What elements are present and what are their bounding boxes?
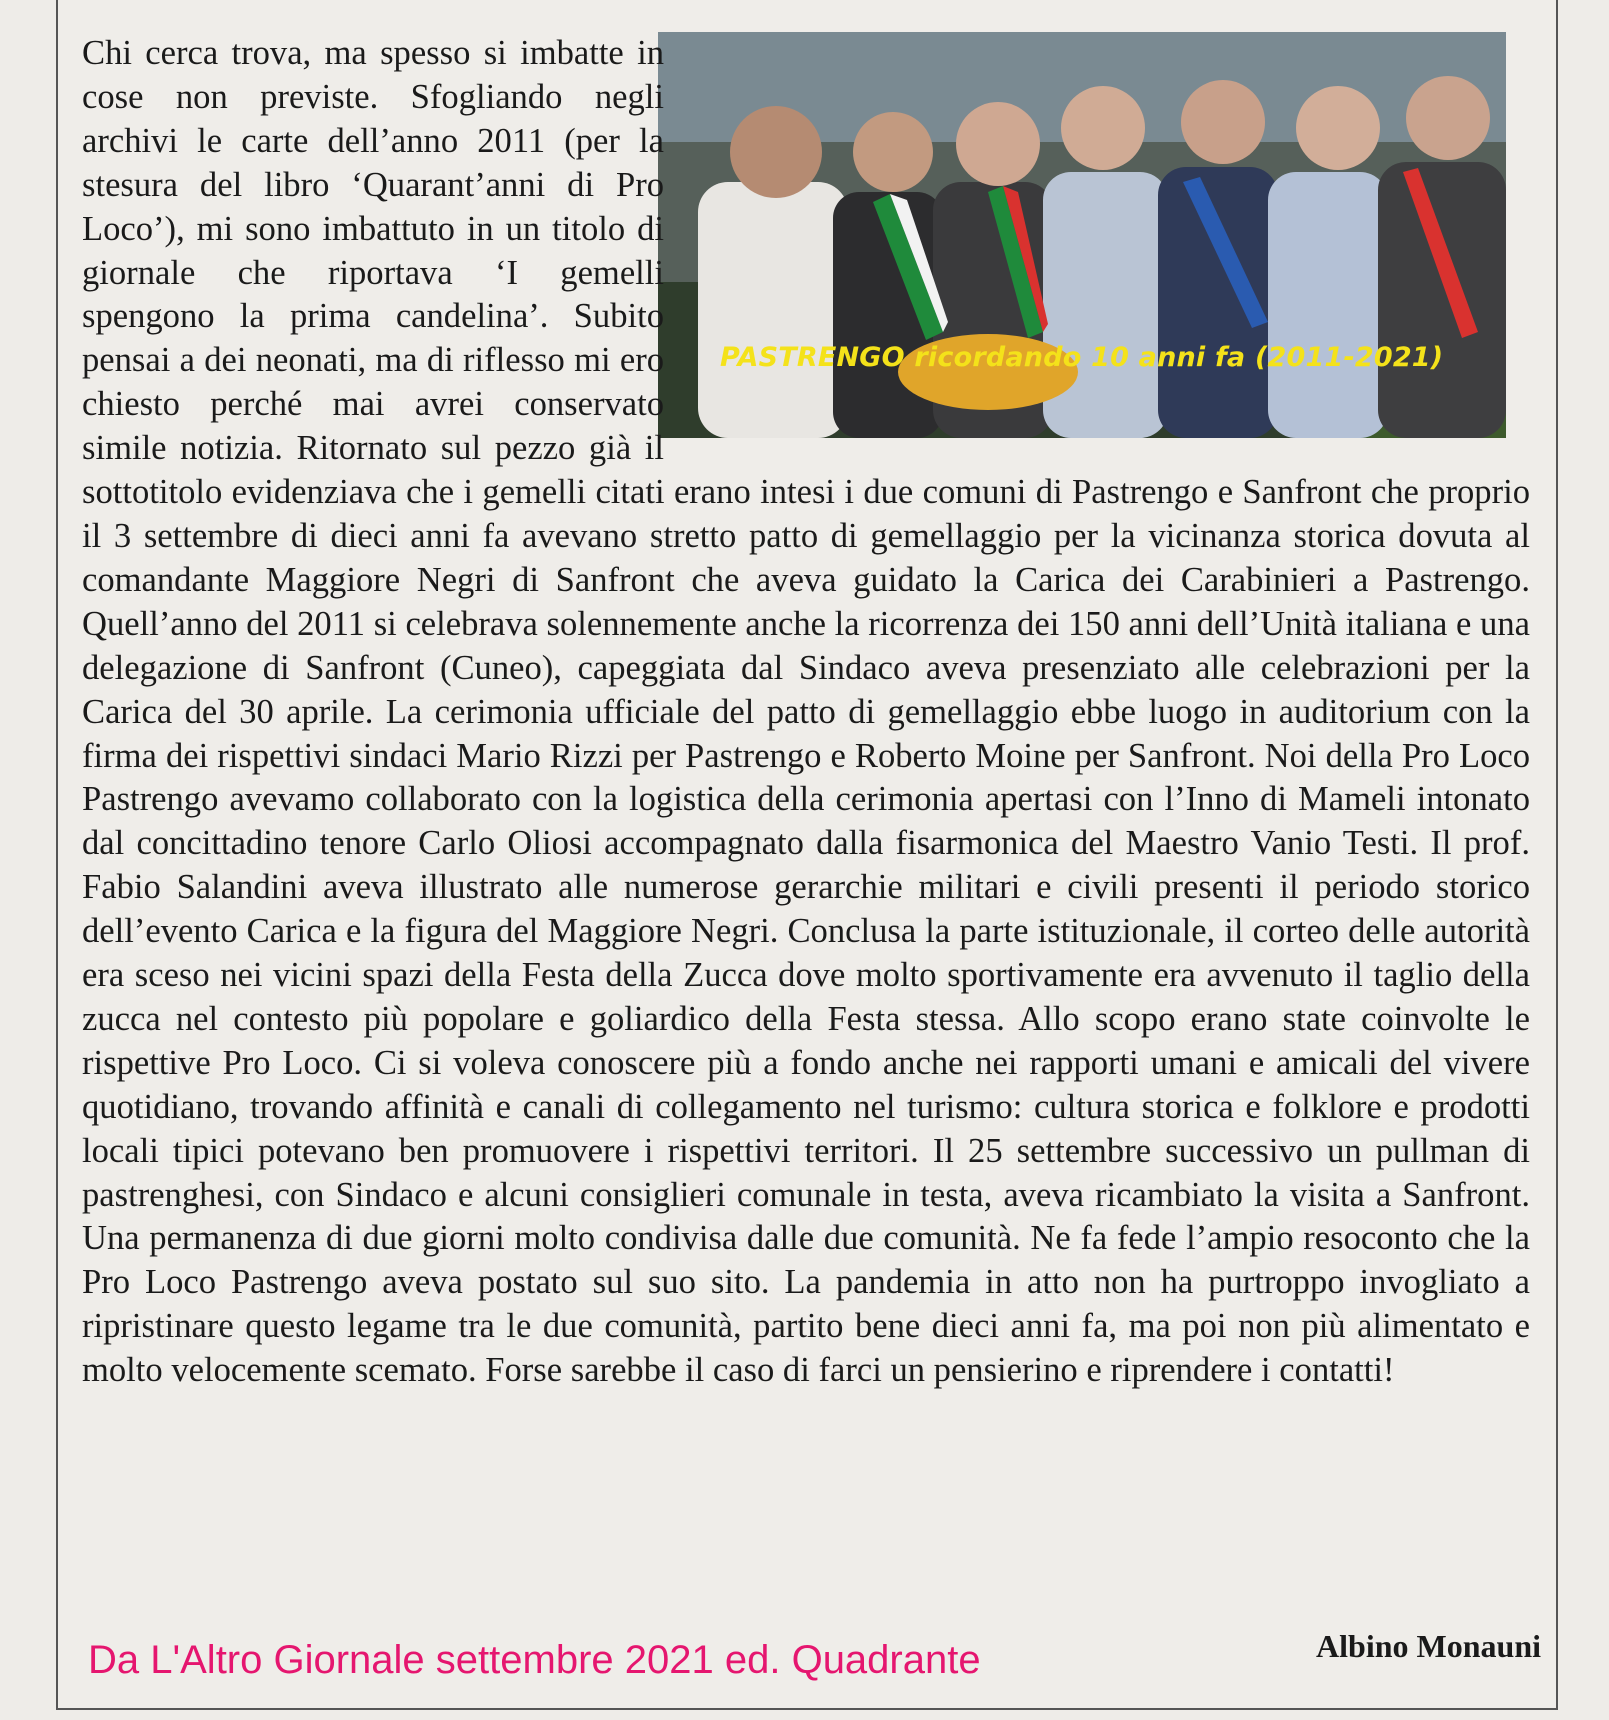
article-text: Chi cerca trova, ma spesso si imbatte in cose non previste. Sfogliando negli archivi le carte dell’anno 2011 (per la stesura del libro ‘Quarant’anni di Pro Loco’), mi sono imbattuto in un titolo di giornale che riportava ‘I gemelli spengono la prima candelina’. Subito pensai a dei neonati, ma di riflesso mi ero chiesto perché mai avrei conservato simile notizia. Ritornato sul pezzo già il sottotitolo evidenziava che i gemelli citati erano intesi i due comuni di Pastrengo e Sanfront che proprio il 3 settembre di dieci anni fa avevano stretto patto di gemellaggio per la vicinanza storica dovuta al comandante Maggiore Negri di Sanfront che aveva guidato la Carica dei Carabinieri a Pastrengo. Quell’anno del 2011 si celebrava solennemente anche la ricorrenza dei 150 anni dell’Unità italiana e una delegazione di Sanfront (Cuneo), capeggiata dal Sindaco aveva presenziato alle celebrazioni per la Carica del 30 aprile. La cerimonia ufficiale del patto di gemellaggio ebbe luogo in auditorium con la firma dei rispettivi sindaci Mario Rizzi per Pastrengo e Roberto Moine per Sanfront. Noi della Pro Loco Pastrengo avevamo collaborato con la logistica della cerimonia apertasi con l’Inno di Mameli intonato dal concittadino tenore Carlo Oliosi accompagnato dalla fisarmonica del Maestro Vanio Testi. Il prof. Fabio Salandini aveva illustrato alle numerose gerarchie militari e civili presenti il periodo storico dell’evento Carica e la figura del Maggiore Negri. Conclusa la parte istituzionale, il corteo delle autorità era sceso nei vicini spazi della Festa della Zucca dove molto sportivamente era avvenuto il taglio della zucca nel contesto più popolare e goliardico della Festa stessa. Allo scopo erano state coinvolte le rispettive Pro Loco. Ci si voleva conoscere più a fondo anche nei rapporti umani e amicali del vivere quotidiano, trovando affinità e canali di collegamento nel turismo: cultura storica e folklore e prodotti locali tipici potevano ben promuovere i rispettivi territori. Il 25 settembre successivo un pullman di pastrenghesi, con Sindaco e alcuni consiglieri comunale in testa, aveva ricambiato la visita a Sanfront. Una permanenza di due giorni molto condivisa dalle due comunità. Ne fa fede l’ampio resoconto che la Pro Loco Pastrengo aveva postato sul suo sito. La pandemia in atto non ha purtroppo invogliato a ripristinare questo legame tra le due comunità, partito bene dieci anni fa, ma poi non più alimentato e molto velocemente scemato. Forse sarebbe il caso di farci un pensierino e riprendere i contatti! <box>82 34 1530 1390</box>
article-body <box>82 32 1530 1393</box>
source-credit: Da L'Altro Giornale settembre 2021 ed. Quadrante <box>88 1638 981 1682</box>
photo-spacer <box>664 32 1530 438</box>
article-author: Albino Monauni <box>1316 1628 1541 1664</box>
photo-caption: PASTRENGO ricordando 10 anni fa (2011-2021) <box>720 342 1444 373</box>
